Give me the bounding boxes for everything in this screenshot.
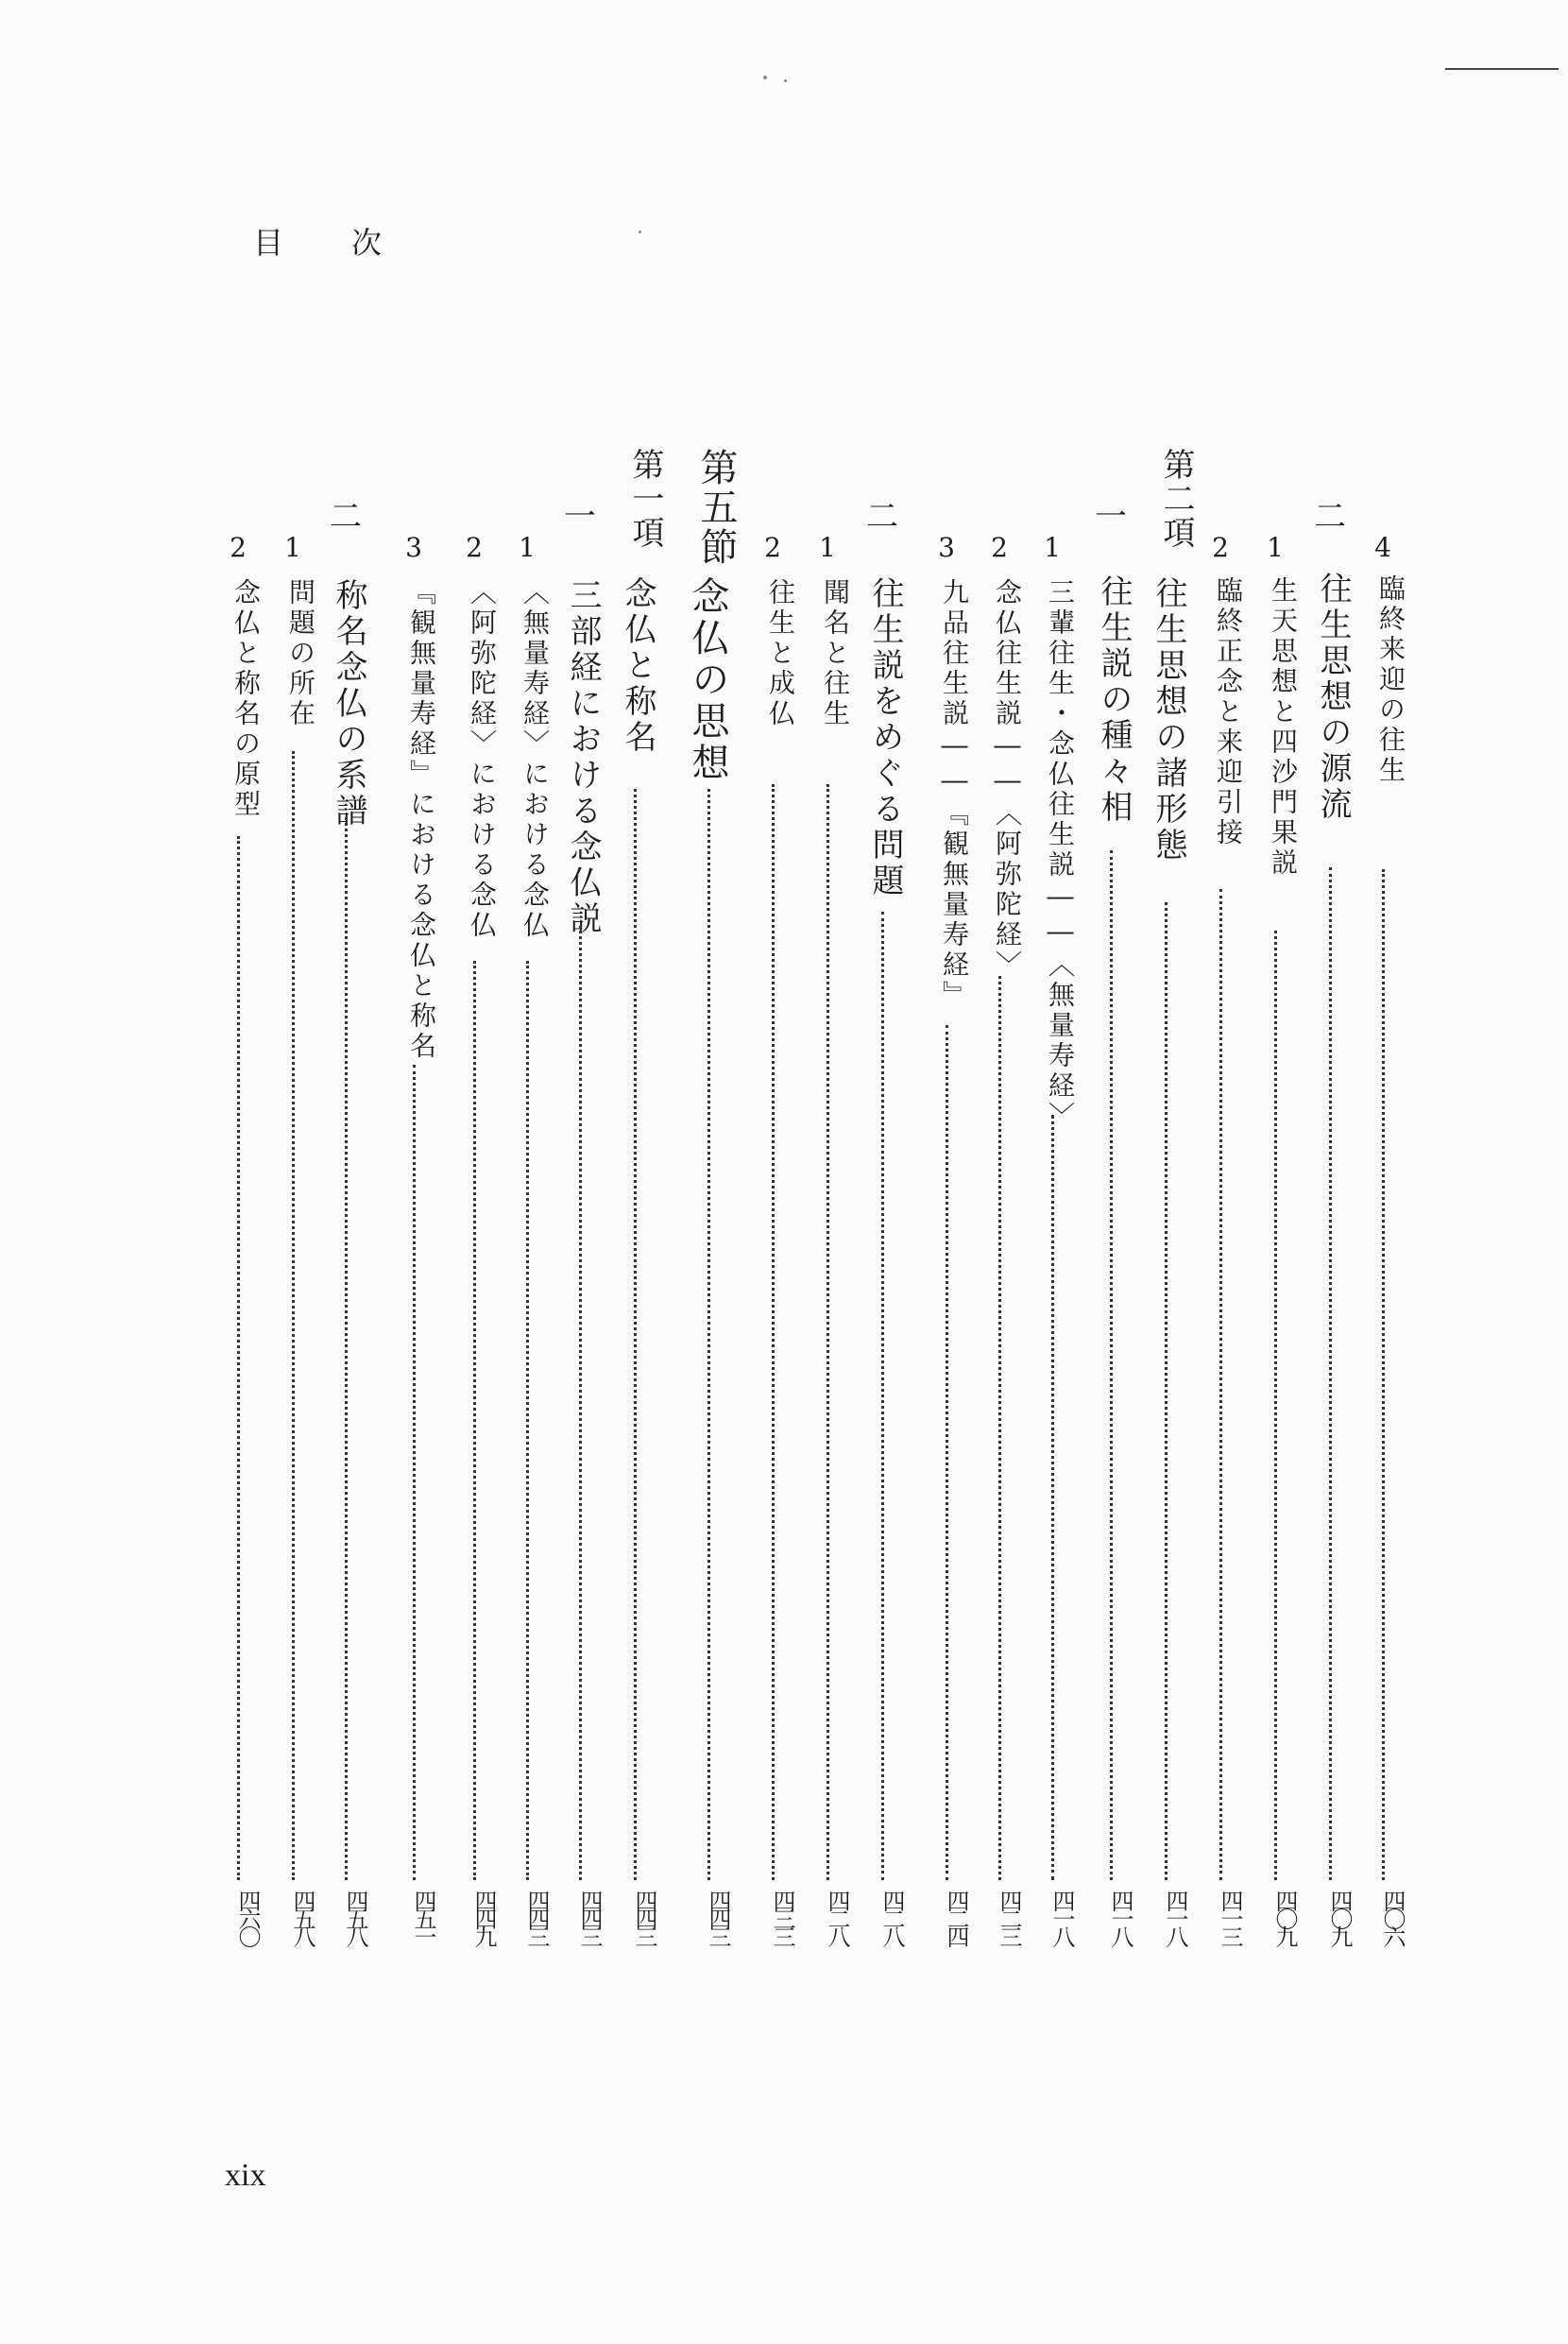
dot-leader <box>579 926 582 1880</box>
toc-entry-title: 念仏と称名 <box>619 576 656 756</box>
toc-entry-number: 一 <box>564 498 596 536</box>
toc-entry <box>554 0 606 2344</box>
toc-entry-number: 1 <box>284 532 301 563</box>
dot-leader <box>772 784 775 1880</box>
toc-entry-title: 三部経における念仏説 <box>564 578 602 937</box>
toc-entry <box>1084 0 1137 2344</box>
dot-leader <box>473 961 476 1880</box>
toc-entry-page: 四五一 <box>410 1890 436 1943</box>
dot-leader <box>1165 902 1167 1880</box>
toc-entry-number: 二 <box>1314 498 1346 536</box>
dot-leader <box>345 817 348 1880</box>
dot-leader <box>634 789 637 1880</box>
toc-entry-title: 〈無量寿経〉における念仏 <box>520 578 551 941</box>
toc-entry-number: 1 <box>519 532 536 563</box>
page-top-rule <box>1445 68 1559 70</box>
toc-entry-page: 四四三 <box>631 1890 657 1943</box>
toc-entry-number: 3 <box>405 532 422 563</box>
toc-entry-number: 一 <box>1095 498 1127 536</box>
dot-leader <box>946 1025 948 1880</box>
dot-leader <box>827 784 829 1880</box>
toc-entry <box>1139 0 1195 2344</box>
toc-entry-number: 1 <box>1044 532 1061 563</box>
toc-entry-title: 三輩往生・念仏往生説――〈無量寿経〉 <box>1045 578 1076 1132</box>
toc-entry-title: 往生と成仏 <box>765 578 796 729</box>
toc-entry-number: 2 <box>991 532 1008 563</box>
toc-entry-title: 『観無量寿経』における念仏と称名 <box>406 578 437 1062</box>
toc-entry-number: 3 <box>938 532 955 563</box>
toc-entry <box>682 0 738 2344</box>
toc-entry <box>1356 0 1409 2344</box>
toc-entry <box>856 0 909 2344</box>
toc-entry-title: 念仏の思想 <box>686 576 729 784</box>
dot-leader <box>292 751 295 1880</box>
toc-entry-page: 四一八 <box>1162 1890 1188 1943</box>
toc-entry <box>1194 0 1247 2344</box>
toc-entry-page: 四二四 <box>943 1890 969 1943</box>
toc-entry-page: 四一八 <box>1107 1890 1133 1943</box>
toc-entry <box>448 0 501 2344</box>
toc-entry-title: 臨終正念と来迎引接 <box>1213 576 1244 848</box>
toc-entry-number: 第一項 <box>626 448 664 550</box>
toc-entry <box>501 0 554 2344</box>
toc-entry-title: 〈阿弥陀経〉における念仏 <box>467 578 498 941</box>
toc-entry-page: 四〇九 <box>1326 1890 1353 1943</box>
toc-entry-number: 第二項 <box>1157 448 1195 550</box>
toc-entry-number: 1 <box>1267 532 1284 563</box>
toc-entry-title: 往生説の種々相 <box>1095 574 1133 826</box>
toc-entry <box>1026 0 1079 2344</box>
page-folio: xix <box>225 2158 266 2193</box>
toc-entry <box>746 0 799 2344</box>
dot-leader <box>1329 867 1332 1880</box>
toc-entry-title: 往生思想の源流 <box>1314 572 1352 823</box>
toc-entry-title: 念仏往生説――〈阿弥陀経〉 <box>992 578 1023 981</box>
toc-entry <box>801 0 854 2344</box>
toc-entry-title: 称名念仏の系譜 <box>330 578 367 830</box>
toc-entry <box>1304 0 1356 2344</box>
toc-entry-number: 二 <box>330 498 362 536</box>
toc-entry-page: 四四三 <box>523 1890 550 1943</box>
dot-leader <box>526 961 529 1880</box>
toc-entry <box>920 0 973 2344</box>
toc-entry-number: 二 <box>866 498 898 536</box>
toc-entry <box>212 0 264 2344</box>
dot-leader <box>998 976 1001 1880</box>
toc-entry-title: 生天思想と四沙門果説 <box>1268 576 1299 879</box>
dot-leader <box>881 912 884 1880</box>
toc-entry-title: 往生説をめぐる問題 <box>866 576 904 899</box>
toc-entry-page: 四五八 <box>289 1890 315 1943</box>
toc-entry-number: 第五節 <box>694 448 738 567</box>
toc-entry-number: 1 <box>819 532 836 563</box>
toc-entry-page: 四一八 <box>1048 1890 1075 1943</box>
toc-entry-title: 九品往生説――『観無量寿経』 <box>939 578 970 1011</box>
toc-entry <box>266 0 319 2344</box>
toc-entry <box>319 0 372 2344</box>
page-header: 目次 <box>253 225 451 261</box>
toc-entry-number: 2 <box>230 532 247 563</box>
toc-entry-page: 四二三 <box>996 1890 1022 1943</box>
dot-leader <box>413 1065 416 1880</box>
toc-entry <box>1249 0 1302 2344</box>
dot-leader <box>1110 850 1113 1880</box>
toc-entry-number: 2 <box>466 532 483 563</box>
toc-entry-page: 四二八 <box>824 1890 850 1943</box>
toc-entry-title: 往生思想の諸形態 <box>1150 576 1187 864</box>
toc-entry-page: 四四三 <box>705 1890 731 1943</box>
toc-entry-page: 四五八 <box>342 1890 368 1943</box>
toc-entry-page: 四六〇 <box>234 1890 261 1943</box>
toc-entry-page: 四二八 <box>878 1890 905 1943</box>
toc-entry-page: 四一三 <box>1217 1890 1243 1943</box>
toc-entry-number: 2 <box>1212 532 1229 563</box>
toc-entry <box>387 0 440 2344</box>
toc-entry <box>973 0 1026 2344</box>
toc-entry-page: 四四三 <box>576 1890 603 1943</box>
dot-leader <box>707 789 710 1880</box>
dot-leader <box>1274 931 1277 1880</box>
toc-entry <box>608 0 664 2344</box>
toc-entry-title: 聞名と往生 <box>820 578 851 729</box>
dot-leader <box>237 836 240 1880</box>
toc-entry-page: 四四九 <box>470 1890 497 1943</box>
toc-entry-title: 念仏と称名の原型 <box>230 578 262 820</box>
dot-leader <box>1051 1115 1054 1880</box>
toc-entry-title: 問題の所在 <box>285 578 316 729</box>
toc-entry-number: 4 <box>1374 532 1391 563</box>
toc-entry-page: 四三三 <box>769 1890 795 1943</box>
toc-entry-number: 2 <box>764 532 781 563</box>
dot-leader <box>1382 869 1385 1880</box>
toc-entry-page: 四〇九 <box>1271 1890 1298 1943</box>
toc-entry-page: 四〇六 <box>1379 1890 1406 1943</box>
dot-leader <box>1219 889 1222 1880</box>
toc-entry-title: 臨終来迎の往生 <box>1375 574 1406 786</box>
